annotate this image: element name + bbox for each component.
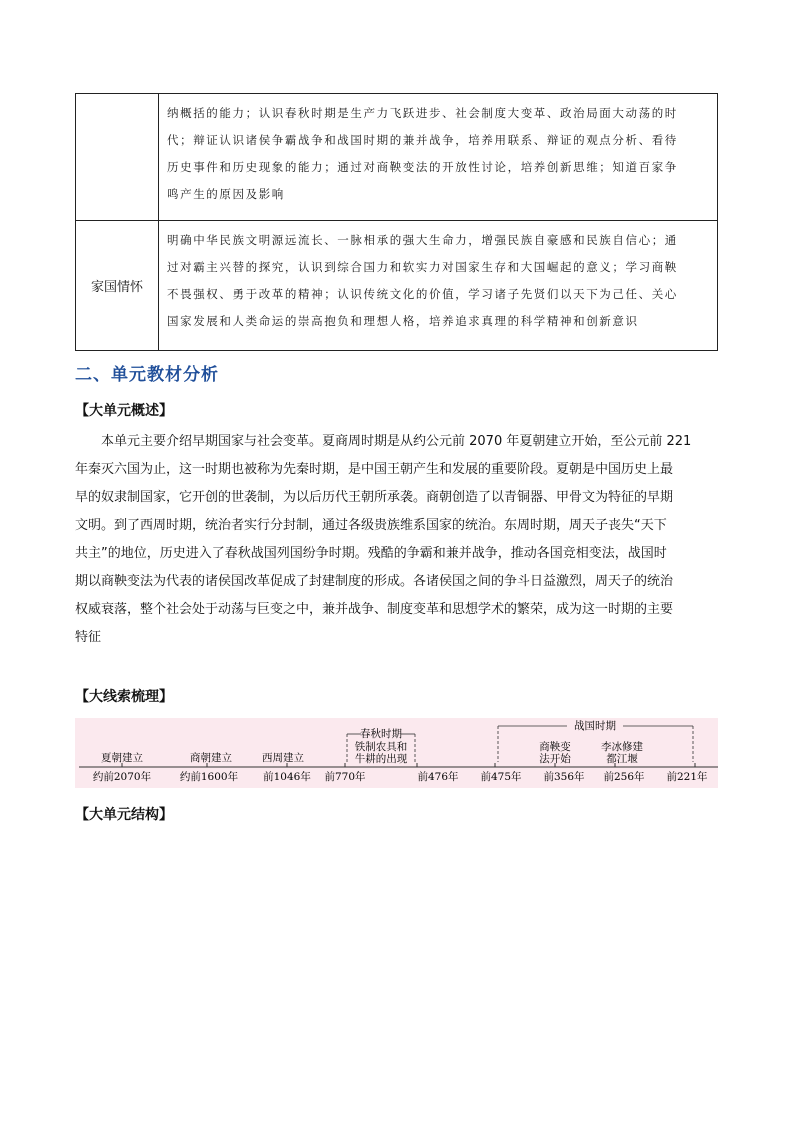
event-label: 法开始 (539, 753, 571, 765)
event-label: 李冰修建 (601, 741, 643, 753)
row-line: 国家发展和人类命运的崇高抱负和理想人格，培养追求真理的科学精神和创新意识 (167, 314, 639, 328)
date-label: 前356年 (543, 771, 585, 783)
section-title: 二、单元教材分析 (75, 365, 219, 385)
event-label: 牛耕的出现 (354, 753, 408, 765)
row-line: 过对霸主兴替的探究，认识到综合国力和软实力对国家生存和大国崛起的意义；学习商鞅 (167, 260, 678, 274)
date-label: 前475年 (480, 771, 522, 783)
row-text (167, 100, 709, 208)
period-label: 战国时期 (574, 720, 616, 732)
date-label: 约前1600年 (179, 771, 239, 783)
event-label: 商鞅变 (539, 741, 571, 753)
table-row (75, 93, 718, 221)
event-label: 夏朝建立 (101, 752, 143, 764)
row-line: 明确中华民族文明源远流长、一脉相承的强大生命力，增强民族自豪感和民族自信心；通 (167, 233, 678, 247)
row-line: 代；辩证认识诸侯争霸战争和战国时期的兼并战争，培养用联系、辩证的观点分析、看待 (167, 133, 678, 147)
paragraph-line: 年秦灭六国为止，这一时期也被称为先秦时期，是中国王朝产生和发展的重要阶段。夏朝是中国历史上最 (75, 462, 674, 477)
row-line: 鸣产生的原因及影响 (167, 187, 285, 201)
date-label: 前476年 (417, 771, 459, 783)
structure-title: 【大单元结构】 (75, 807, 173, 823)
paragraph-line: 共主”的地位，历史进入了春秋战国列国纷争时期。残酷的争霸和兼并战争，推动各国竞相变法，战国时 (75, 546, 667, 561)
row-head: 家国情怀 (76, 221, 159, 350)
date-label: 前256年 (603, 771, 645, 783)
date-label: 约前2070年 (92, 771, 152, 783)
goals-table (75, 93, 718, 351)
timeline-figure (75, 718, 718, 788)
overview-title: 【大单元概述】 (75, 403, 173, 419)
table-row (75, 220, 718, 351)
date-label: 前770年 (324, 771, 366, 783)
row-line: 纳概括的能力；认识春秋时期是生产力飞跃进步、社会制度大变革、政治局面大动荡的时 (167, 106, 678, 120)
paragraph-line: 本单元主要介绍早期国家与社会变革。夏商周时期是从约公元前 2070 年夏朝建立开始，至公元前 221 (75, 434, 692, 449)
timeline-svg (75, 718, 718, 788)
event-label: 西周建立 (262, 752, 304, 764)
paragraph-line: 权威衰落，整个社会处于动荡与巨变之中，兼并战争、制度变革和思想学术的繁荣，成为这一时期的主要 (75, 602, 674, 617)
clue-title: 【大线索梳理】 (75, 689, 173, 705)
date-label: 前221年 (666, 771, 708, 783)
row-head (76, 94, 159, 220)
row-line: 历史事件和历史现象的能力；通过对商鞅变法的开放性讨论，培养创新思维；知道百家争 (167, 160, 678, 174)
event-label: 铁制农具和 (354, 741, 408, 753)
event-label: 商朝建立 (190, 752, 232, 764)
overview-paragraph (75, 428, 720, 652)
event-label: 都江堰 (606, 753, 638, 765)
paragraph-line: 特征 (75, 630, 102, 645)
date-label: 前1046年 (263, 771, 311, 783)
period-label: 春秋时期 (360, 728, 402, 740)
paragraph-line: 期以商鞅变法为代表的诸侯国改革促成了封建制度的形成。各诸侯国之间的争斗日益激烈，周天子的统治 (75, 574, 674, 589)
paragraph-line: 早的奴隶制国家，它开创的世袭制，为以后历代王朝所承袭。商朝创造了以青铜器、甲骨文为特征的早期 (75, 490, 674, 505)
row-text (167, 227, 709, 335)
row-line: 不畏强权、勇于改革的精神；认识传统文化的价值，学习诸子先贤们以天下为己任、关心 (167, 287, 678, 301)
paragraph-line: 文明。到了西周时期，统治者实行分封制，通过各级贵族维系国家的统治。东周时期，周天子丧失“天下 (75, 518, 667, 533)
